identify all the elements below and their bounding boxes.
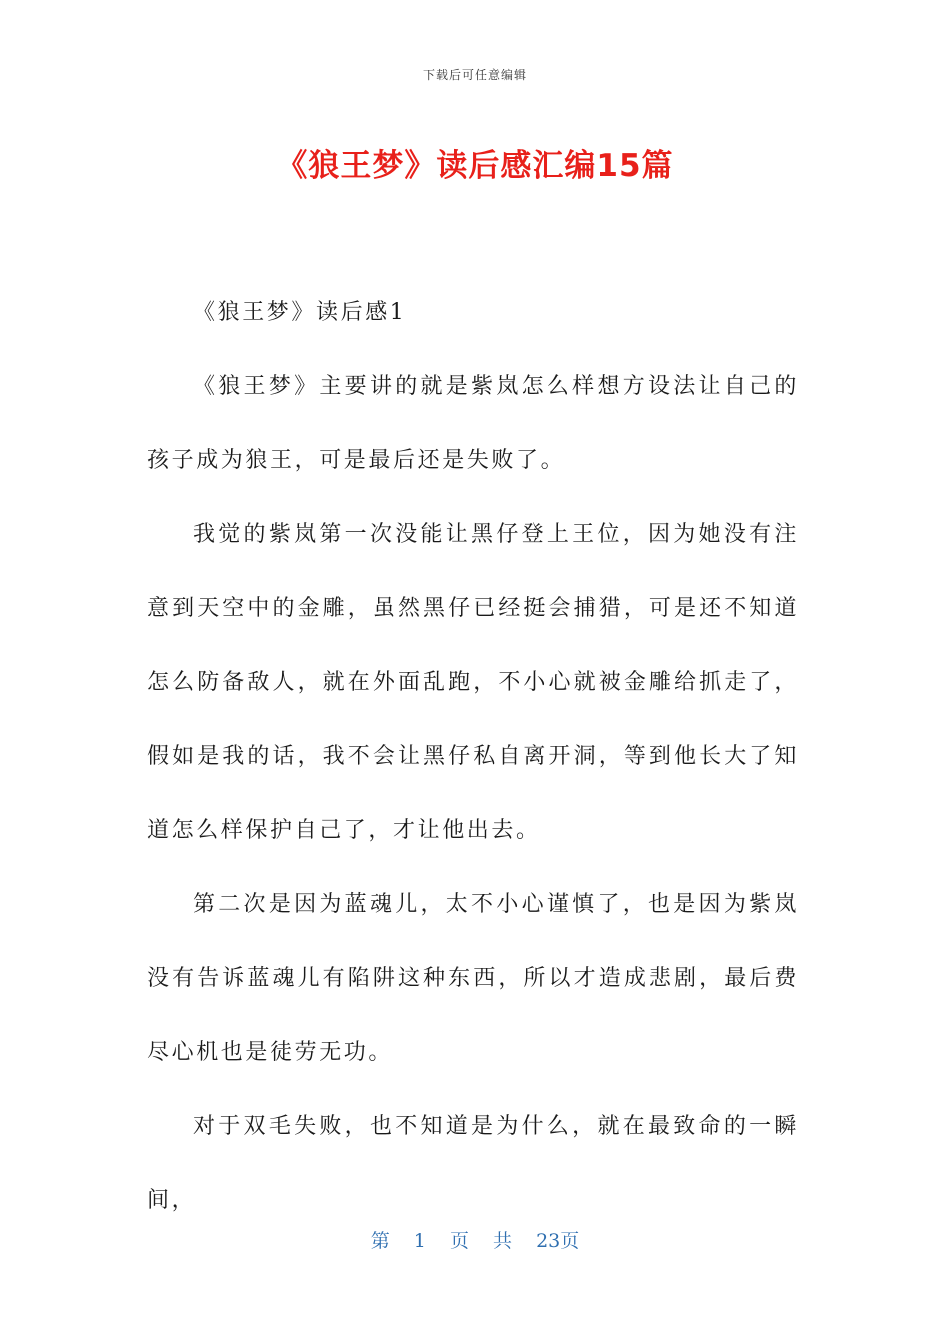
page-footer	[0, 1226, 950, 1253]
header-note: 下载后可任意编辑	[422, 68, 527, 82]
footer-prefix: 第	[370, 1230, 390, 1252]
footer-page-word: 页	[449, 1230, 469, 1252]
document-title: 《狼王梦》读后感汇编15篇	[276, 148, 674, 184]
paragraph: 我觉的紫岚第一次没能让黑仔登上王位，因为她没有注意到天空中的金雕，虽然黑仔已经挺会捕猎，可是还不知道怎么防备敌人，就在外面乱跑，不小心就被金雕给抓走了，假如是我的话，我不会让黑仔私自离开洞，等到他长大了知道怎么样保护自己了，才让他出去。	[147, 522, 799, 843]
paragraph: 对于双毛失败，也不知道是为什么，就在最致命的一瞬间，	[147, 1114, 799, 1213]
footer-current-page: 1	[413, 1230, 426, 1252]
paragraph: 《狼王梦》主要讲的就是紫岚怎么样想方设法让自己的孩子成为狼王，可是最后还是失败了。	[147, 374, 799, 473]
document-body	[147, 276, 799, 1238]
paragraph: 第二次是因为蓝魂儿，太不小心谨慎了，也是因为紫岚没有告诉蓝魂儿有陷阱这种东西，所以才造成悲剧，最后费尽心机也是徒劳无功。	[147, 892, 799, 1065]
footer-total-pages: 23页	[536, 1230, 580, 1252]
section-heading: 《狼王梦》读后感1	[193, 300, 407, 325]
footer-total-word: 共	[493, 1230, 513, 1252]
